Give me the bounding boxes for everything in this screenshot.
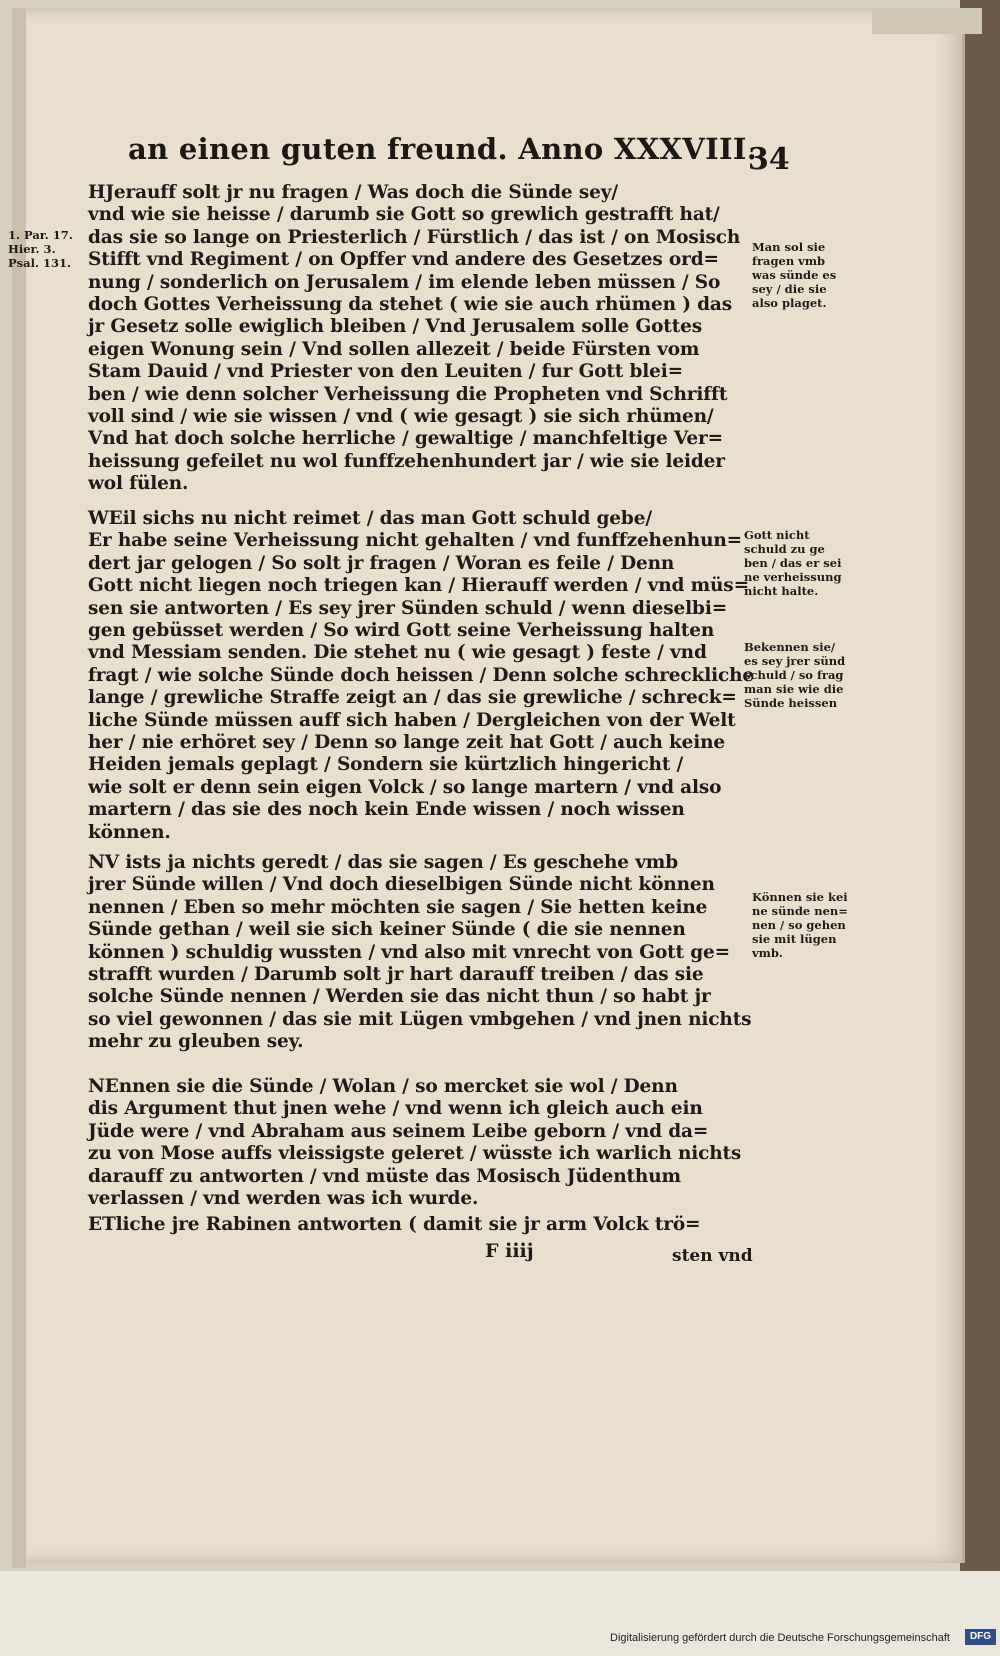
paragraph-3 (88, 852, 752, 1054)
text-line: zu von Mose auffs vleissigste geleret / wüsste ich warlich nichts (88, 1143, 742, 1165)
text-line: doch Gottes Verheissung da stehet ( wie sie auch rhümen ) das (88, 294, 732, 316)
text-line: dis Argument thut jnen wehe / vnd wenn ich gleich auch ein (88, 1098, 703, 1120)
text-line: nennen / Eben so mehr möchten sie sagen / Sie hetten keine (88, 896, 708, 918)
paragraph-5 (88, 1214, 748, 1236)
right-note-line: ne verheissung (744, 570, 842, 584)
right-note-line: Gott nicht (744, 528, 810, 542)
paragraph-4 (88, 1076, 748, 1210)
right-margin-note (752, 240, 836, 310)
text-line: vnd wie sie heisse / darumb sie Gott so grewlich gestrafft hat/ (88, 204, 720, 226)
text-line: können ) schuldig wussten / vnd also mit vnrecht von Gott ge= (88, 941, 730, 963)
right-note-line: Bekennen sie/ (744, 640, 836, 654)
right-note-line: schuld zu ge (744, 542, 825, 556)
right-note-line: Sünde heissen (744, 696, 838, 710)
text-line: mehr zu gleuben sey. (88, 1031, 304, 1053)
text-line: Gott nicht liegen noch triegen kan / Hierauff werden / vnd müs= (88, 575, 749, 597)
text-line: lange / grewliche Straffe zeigt an / das sie grewliche / schreck= (88, 687, 737, 709)
right-note-line: ne sünde nen= (752, 904, 848, 918)
signature-mark: F iiij (485, 1240, 534, 1262)
running-head: an einen guten freund. Anno XXXVIII. (128, 132, 758, 166)
text-line: ben / wie denn solcher Verheissung die Propheten vnd Schrifft (88, 383, 728, 405)
page-number: 34 (748, 142, 790, 177)
text-line: gen gebüsset werden / So wird Gott seine Verheissung halten (88, 620, 715, 642)
right-margin-note (744, 528, 842, 598)
text-line: voll sind / wie sie wissen / vnd ( wie gesagt ) sie sich rhümen/ (88, 406, 714, 428)
text-line: NV ists ja nichts geredt / das sie sagen / Es geschehe vmb (88, 852, 679, 873)
left-margin-note (8, 228, 73, 270)
text-line: Vnd hat doch solche herrliche / gewaltige / manchfeltige Ver= (88, 428, 723, 450)
text-line: Stam Dauid / vnd Priester von den Leuiten / fur Gott blei= (88, 361, 684, 383)
right-note-line: es sey jrer sünd (744, 654, 846, 668)
text-line: darauff zu antworten / vnd müste das Mosisch Jüdenthum (88, 1165, 681, 1187)
footer-credit: Digitalisierung gefördert durch die Deutsche Forschungsgemeinschaft (610, 1632, 950, 1644)
text-line: Stifft vnd Regiment / on Opffer vnd andere des Gesetzes ord= (88, 249, 719, 271)
text-line: Er habe seine Verheissung nicht gehalten / vnd funffzehenhun= (88, 530, 743, 552)
text-line: her / nie erhöret sey / Denn so lange zeit hat Gott / auch keine (88, 732, 726, 754)
right-note-line: man sie wie die (744, 682, 844, 696)
text-line: verlassen / vnd werden was ich wurde. (88, 1188, 479, 1210)
text-line: strafft wurden / Darumb solt jr hart darauff treiben / das sie (88, 964, 704, 986)
text-line: NEnnen sie die Sünde / Wolan / so mercket sie wol / Denn (88, 1076, 678, 1097)
right-note-line: fragen vmb (752, 254, 826, 268)
text-line: martern / das sie des noch kein Ende wissen / noch wissen (88, 799, 685, 821)
text-line: liche Sünde müssen auff sich haben / Dergleichen von der Welt (88, 709, 736, 731)
text-line: wie solt er denn sein eigen Volck / so lange martern / vnd also (88, 776, 722, 798)
right-note-line: was sünde es (752, 268, 837, 282)
paragraph-1 (88, 182, 748, 496)
text-line: so viel gewonnen / das sie mit Lügen vmbgehen / vnd jnen nichts (88, 1008, 752, 1030)
right-note-line: Können sie kei (752, 890, 848, 904)
right-note-line: schuld / so frag (744, 668, 844, 682)
right-note-line: ben / das er sei (744, 556, 842, 570)
text-line: WEil sichs nu nicht reimet / das man Gott schuld gebe/ (88, 508, 652, 529)
left-note-line: 1. Par. 17. (8, 228, 73, 242)
right-note-line: sey / die sie (752, 282, 827, 296)
right-margin-note (744, 640, 845, 710)
text-line: vnd Messiam senden. Die stehet nu ( wie gesagt ) feste / vnd (88, 642, 707, 664)
text-line: das sie so lange on Priesterlich / Fürstlich / das ist / on Mosisch (88, 226, 741, 248)
left-note-line: Hier. 3. (8, 242, 56, 256)
right-note-line: Man sol sie (752, 240, 826, 254)
text-line: fragt / wie solche Sünde doch heissen / Denn solche schreckliche (88, 664, 754, 686)
text-line: jrer Sünde willen / Vnd doch dieselbigen Sünde nicht können (88, 874, 715, 896)
text-line: eigen Wonung sein / Vnd sollen allezeit / beide Fürsten vom (88, 338, 700, 360)
right-note-line: nicht halte. (744, 584, 819, 598)
text-line: Sünde gethan / weil sie sich keiner Sünde ( die sie nennen (88, 919, 686, 941)
text-line: Jüde were / vnd Abraham aus seinem Leibe geborn / vnd da= (88, 1120, 709, 1142)
text-line: ETliche jre Rabinen antworten ( damit sie jr arm Volck trö= (88, 1214, 701, 1235)
catchword: sten vnd (672, 1246, 753, 1266)
dfg-logo: DFG (965, 1629, 996, 1645)
right-note-line: vmb. (752, 946, 783, 960)
right-note-line: nen / so gehen (752, 918, 846, 932)
book-edge-background (960, 0, 1000, 1656)
left-note-line: Psal. 131. (8, 256, 71, 270)
text-line: Heiden jemals geplagt / Sondern sie kürtzlich hingericht / (88, 754, 684, 776)
right-note-line: also plaget. (752, 296, 827, 310)
paragraph-2 (88, 508, 754, 844)
page-stack-top (872, 8, 982, 34)
text-line: wol fülen. (88, 473, 189, 495)
text-line: nung / sonderlich on Jerusalem / im elende leben müssen / So (88, 271, 721, 293)
text-line: HJerauff solt jr nu fragen / Was doch die Sünde sey/ (88, 182, 618, 203)
text-line: solche Sünde nennen / Werden sie das nicht thun / so habt jr (88, 986, 711, 1008)
text-line: können. (88, 821, 171, 843)
right-margin-note (752, 890, 848, 960)
text-line: jr Gesetz solle ewiglich bleiben / Vnd Jerusalem solle Gottes (88, 316, 702, 338)
text-line: sen sie antworten / Es sey jrer Sünden schuld / wenn dieselbi= (88, 597, 728, 619)
text-line: dert jar gelogen / So solt jr fragen / Woran es feile / Denn (88, 552, 675, 574)
right-note-line: sie mit lügen (752, 932, 837, 946)
text-line: heissung gefeilet nu wol funffzehenhundert jar / wie sie leider (88, 450, 725, 472)
